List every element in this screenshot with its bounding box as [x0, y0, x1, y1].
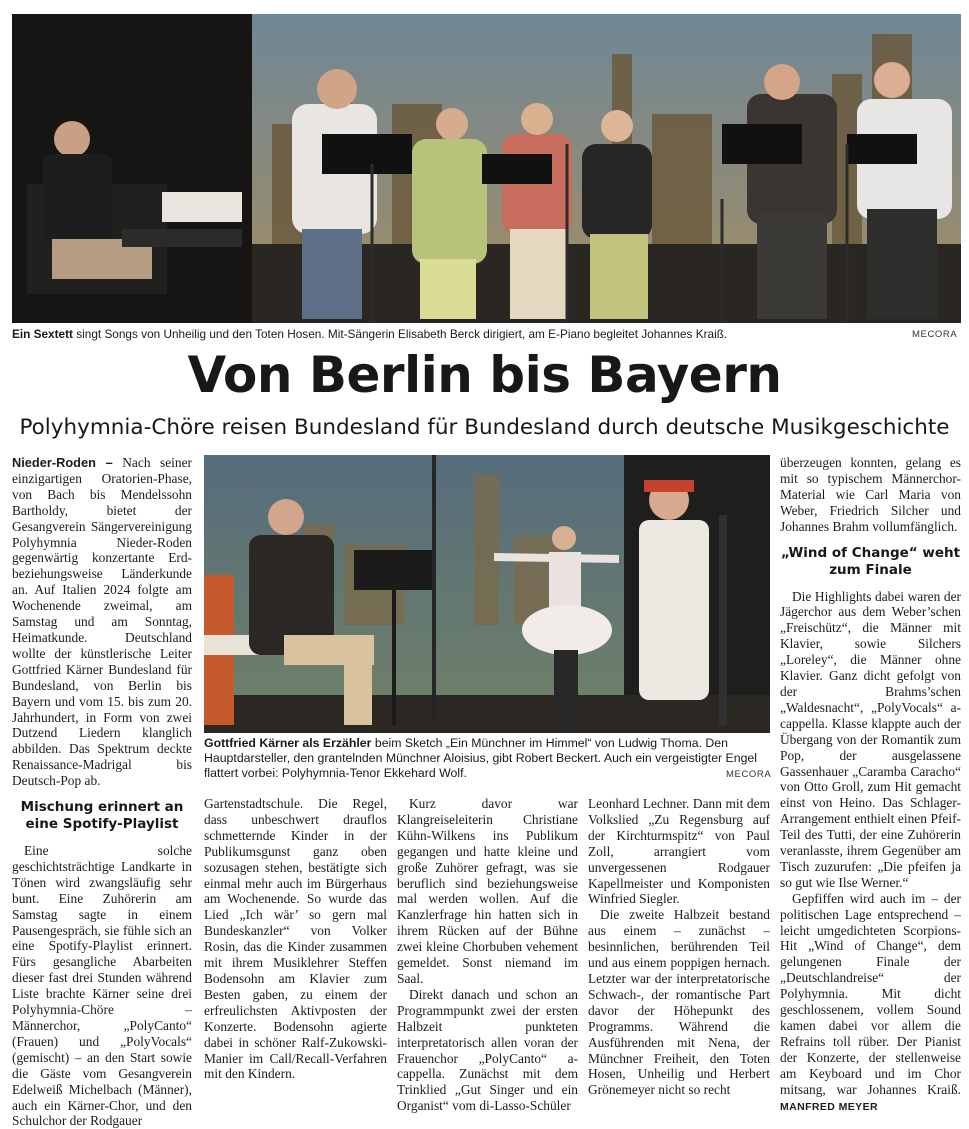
- article-column-1: [12, 455, 192, 1129]
- headline: Von Berlin bis Bayern: [187, 346, 782, 404]
- article-paragraph: überzeugen konnten, gelang es mit so typischem Männerchor-Material wie Carl Maria von Weber, Friedrich Silcher und Johannes Brahm vollumfänglich.: [780, 455, 961, 534]
- paragraph-text: Gepfiffen wird auch im – der politischen Lage entsprechend – leicht umgedichteten Scorpions-Hit „Wind of Change“, dem gelungenen Finale der „Deutschlandreise“ der Polyhymnia. Mit dicht geschlossenem, vollem Sound kamen dabei vor allem die Refrains toll rüber. Der Pianist der Konzerte, der stellenweise am Keyboard und im Chor mitsang, war Johannes Kraiß.: [780, 890, 961, 1097]
- photo-sextet: [12, 14, 961, 323]
- photo-sketch-image: [204, 455, 770, 733]
- dateline: Nieder-Roden –: [12, 455, 113, 470]
- article-paragraph: Leonhard Lechner. Dann mit dem Volkslied „Zu Regensburg auf der Kirchturmspitz“ von Paul Zoll, arrangiert vom unvergessenen Rodgauer Kapellmeister und Komponisten Winfried Siegler.: [588, 796, 770, 907]
- photo-credit: MECORA: [726, 769, 772, 780]
- caption-bold-lead: Gottfried Kärner als Erzähler: [204, 736, 372, 750]
- caption-text: singt Songs von Unheilig und den Toten Hosen. Mit-Sängerin Elisabeth Berck dirigiert, am E-Piano begleitet Johannes Kraiß.: [72, 327, 728, 341]
- photo-credit: MECORA: [912, 329, 958, 340]
- article-paragraph: Direkt danach und schon an Programmpunkt zwei der ersten Halbzeit punkteten interpretatorisch allen voran der Frauenchor „PolyCanto“ a-cappella. Zunächst mit dem Trinklied „Gut Singer und ein Organist“ vom di-Lasso-Schüler: [397, 986, 578, 1114]
- article-paragraph: Die zweite Halbzeit bestand aus einem – zunächst – besinnlichen, berührenden Teil und aus einem poppigen hernach. Letzter war der interpretatorische Schwach-, der romantische Part davor der Höhepunkt des Programms. Während die Ausführenden mit Nena, der Münchner Freiheit, den Toten Hosen, Unheilig und Herbert Grönemeyer nicht so recht: [588, 907, 770, 1098]
- article-paragraph: Kurz davor war Klangreiseleiterin Christiane Kühn-Wilkens ins Publikum gegangen und hatte kleine und große Zuhörer gefragt, was sie beruflich sind beziehungsweise mal werden wollen. Auf die Kanzlerfrage hin hatten sich in ihrem Rücken auf der Bühne zwei kleine Chorbuben vehement gemeldet. Sonst niemand im Saal.: [397, 796, 578, 986]
- article-column-3: [397, 796, 578, 1114]
- article-column-5: [780, 455, 961, 1115]
- subheading: „Wind of Change“ weht zum Finale: [780, 544, 961, 578]
- article-column-2: [204, 796, 387, 1082]
- photo-sketch-caption: [204, 736, 770, 782]
- article-paragraph: [12, 455, 192, 789]
- photo-sextet-image: [12, 14, 961, 323]
- article-column-4: [588, 796, 770, 1098]
- byline: MANFRED MEYER: [780, 1100, 878, 1113]
- subheading: Mischung erinnert an eine Spotify-Playlist: [20, 799, 184, 833]
- article-paragraph: Gartenstadtschule. Die Regel, dass unbeschwert drauflos schmetternde Kinder in der Publikumsgunst ganz oben sozusagen stehen, bestätigte sich einmal mehr auch im Bürgerhaus am Wochenende. So wurde das Lied „Ich wär’ so gern mal Bundeskanzler“ von Volker Rosin, das die Kinder zusammen mit ihrem Musiklehrer Steffen Bodensohn am Klavier zum Besten gaben, zu einem der erfreulichsten Aktivposten der Konzerte. Bodensohn agierte dabei in schöner Ralf-Zukowski-Manier im Call/Recall-Verfahren mit den Kindern.: [204, 796, 387, 1082]
- caption-text: beim Sketch „Ein Münchner im Himmel“ von Ludwig Thoma. Den Hauptdarsteller, den grantelnden Münchner Aloisius, gibt Robert Beckert. Auch ein vergeistigter Engel flattert vorbei: Polyhymnia-Tenor Ekkehard Wolf.: [204, 736, 757, 781]
- subheadline: Polyhymnia-Chöre reisen Bundesland für Bundesland durch deutsche Musikgeschichte: [19, 415, 950, 440]
- caption-bold-lead: Ein Sextett: [12, 327, 73, 341]
- article-paragraph: Die Highlights dabei waren der Jägerchor aus dem Weber’schen „Freischütz“, die Männer mit Klavier, sowie Silchers „Loreley“, die Männer ohne Klavier. Ganz dicht gefolgt von der Brahms’schen „Waldesnacht“, „PolyVocals“ a-cappella. Klasse klappte auch der Übergang von der Romantik zum Pop, der ausgelassene Gassenhauer „Caramba Caracho“ von Otto Groll, zum Hit gemacht einst von Heino. Das Schlager-Arrangement enthielt einen Pfeif-Teil des Tutti, der eine Zuhörerin veranlasste, ihrem Gegenüber am Tisch zuzurufen: „Die pfeifen ja so gut wie Ilse Werner.“: [780, 588, 961, 890]
- photo-sketch: [204, 455, 770, 733]
- article-paragraph: Eine solche geschichtsträchtige Landkarte in Tönen wird zwangsläufig sehr bunt. Eine Zuhörerin am Samstag sagte in einem Pausengespräch, sie fühle sich an eine Spotify-Playlist erinnert. Fürs gesangliche Abarbeiten dieser fast drei Stunden während Liste brachte Kärner seine drei Polyhymnia-Chöre – Männerchor, „PolyCanto“ (Frauen) und „PolyVocals“ (gemischt) – an den Start sowie die Gäste vom Gesangverein Edelweiß Michelbach (Männer), auch ein Kärner-Chor, und den Schulchor der Rodgauer: [12, 843, 192, 1129]
- paragraph-text: Nach seiner einzigartigen Oratorien-Phase, von Bach bis Mendelssohn Bartholdy, bietet der Gesangverein Sängervereinigung Polyhymnia Nieder-Roden gegenwärtig konzertante Erd- beziehungsweise Länderkunde an. Auf Italien 2024 folgte am Wochenende zweimal, am Samstag und am Sonntag, Heimatkunde. Deutschland wollte der künstlerische Leiter Gottfried Kärner Bundesland für Bundesland, von Berlin bis Bayern und vom 15. bis zum 20. Jahrhundert, in Form von zwei Dutzend Liedern klanglich abbilden. Das Spektrum deckte Renaissance-Madrigal bis Deutsch-Pop ab.: [12, 455, 193, 789]
- article-paragraph: [780, 891, 961, 1116]
